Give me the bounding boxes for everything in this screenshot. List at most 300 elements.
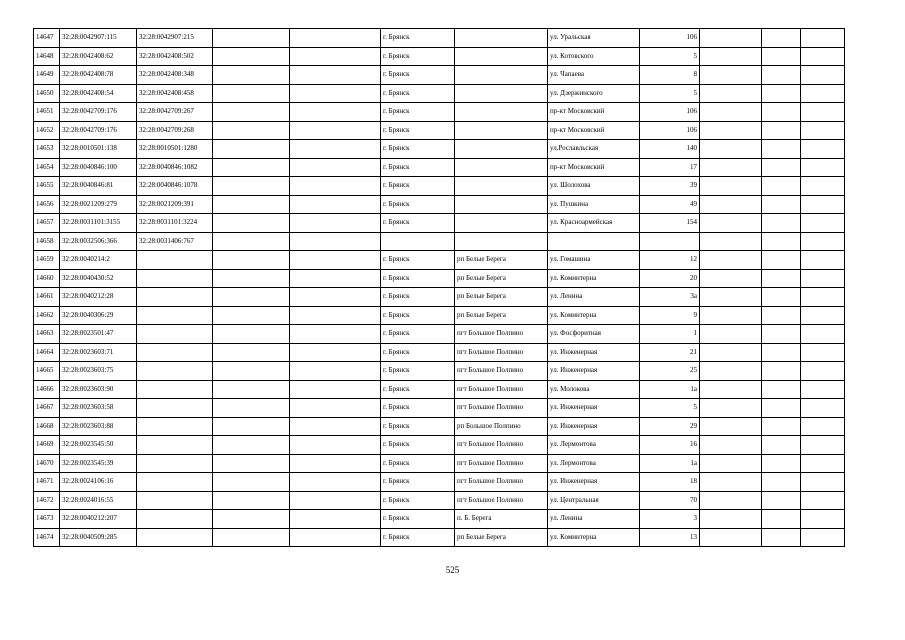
settlement-cell: рп Большое Полпино <box>455 417 548 436</box>
empty-cell <box>213 251 290 270</box>
empty-cell <box>290 454 381 473</box>
house-number: 3а <box>640 288 700 307</box>
empty-cell <box>801 140 845 159</box>
empty-cell <box>801 84 845 103</box>
empty-cell <box>290 473 381 492</box>
settlement-cell: рп Белые Берега <box>455 269 548 288</box>
empty-cell <box>700 436 762 455</box>
cadastral-number-2 <box>137 491 213 510</box>
empty-cell <box>762 195 801 214</box>
empty-cell <box>700 417 762 436</box>
cadastral-number-2: 32:28:0042907:215 <box>137 29 213 48</box>
empty-cell <box>801 269 845 288</box>
house-number: 13 <box>640 528 700 547</box>
empty-cell <box>700 232 762 251</box>
cadastral-number: 32:28:0023603:58 <box>60 399 137 418</box>
cadastral-number-2 <box>137 399 213 418</box>
empty-cell <box>213 491 290 510</box>
table-row <box>34 473 845 492</box>
register-table <box>33 28 845 547</box>
cadastral-number-2: 32:28:0042709:268 <box>137 121 213 140</box>
empty-cell <box>213 362 290 381</box>
row-id: 14663 <box>34 325 60 344</box>
city-cell: г. Брянск <box>381 343 455 362</box>
empty-cell <box>762 66 801 85</box>
empty-cell <box>700 454 762 473</box>
house-number: 29 <box>640 417 700 436</box>
street-cell: ул. Центральная <box>548 491 640 510</box>
cadastral-number: 32:28:0042408:78 <box>60 66 137 85</box>
city-cell: г. Брянск <box>381 195 455 214</box>
empty-cell <box>762 288 801 307</box>
house-number: 70 <box>640 491 700 510</box>
settlement-cell <box>455 158 548 177</box>
cadastral-number: 32:28:0042709:176 <box>60 103 137 122</box>
house-number: 106 <box>640 29 700 48</box>
empty-cell <box>213 473 290 492</box>
empty-cell <box>700 103 762 122</box>
cadastral-number-2: 32:28:0042709:267 <box>137 103 213 122</box>
empty-cell <box>762 214 801 233</box>
table-row <box>34 343 845 362</box>
empty-cell <box>290 399 381 418</box>
table-row <box>34 325 845 344</box>
table-row <box>34 29 845 48</box>
empty-cell <box>213 195 290 214</box>
empty-cell <box>762 232 801 251</box>
row-id: 14661 <box>34 288 60 307</box>
empty-cell <box>801 528 845 547</box>
cadastral-number: 32:28:0040846:81 <box>60 177 137 196</box>
empty-cell <box>700 325 762 344</box>
street-cell: ул. Коминтерна <box>548 306 640 325</box>
table-row <box>34 436 845 455</box>
row-id: 14658 <box>34 232 60 251</box>
table-row <box>34 177 845 196</box>
row-id: 14651 <box>34 103 60 122</box>
empty-cell <box>213 325 290 344</box>
row-id: 14647 <box>34 29 60 48</box>
table-row <box>34 66 845 85</box>
empty-cell <box>213 306 290 325</box>
table-row <box>34 380 845 399</box>
empty-cell <box>290 417 381 436</box>
street-cell: пр-кт Московский <box>548 121 640 140</box>
house-number: 25 <box>640 362 700 381</box>
empty-cell <box>700 214 762 233</box>
house-number: 1 <box>640 325 700 344</box>
empty-cell <box>700 491 762 510</box>
house-number: 18 <box>640 473 700 492</box>
empty-cell <box>762 380 801 399</box>
city-cell: г. Брянск <box>381 306 455 325</box>
empty-cell <box>290 436 381 455</box>
cadastral-number-2 <box>137 325 213 344</box>
settlement-cell: пгт Большое Полпино <box>455 399 548 418</box>
city-cell: г. Брянск <box>381 436 455 455</box>
city-cell: г. Брянск <box>381 417 455 436</box>
city-cell: г. Брянск <box>381 214 455 233</box>
table-row <box>34 47 845 66</box>
empty-cell <box>762 269 801 288</box>
empty-cell <box>290 103 381 122</box>
cadastral-number: 32:28:0042408:54 <box>60 84 137 103</box>
empty-cell <box>290 251 381 270</box>
settlement-cell: пгт Большое Полпино <box>455 473 548 492</box>
city-cell: г. Брянск <box>381 121 455 140</box>
settlement-cell <box>455 195 548 214</box>
settlement-cell <box>455 66 548 85</box>
empty-cell <box>762 103 801 122</box>
settlement-cell: рп Белые Берега <box>455 528 548 547</box>
street-cell: ул. Красноармейская <box>548 214 640 233</box>
cadastral-number-2: 32:28:0021209:391 <box>137 195 213 214</box>
street-cell: ул. Шолохова <box>548 177 640 196</box>
house-number: 1а <box>640 380 700 399</box>
house-number: 21 <box>640 343 700 362</box>
street-cell <box>548 232 640 251</box>
empty-cell <box>700 140 762 159</box>
empty-cell <box>290 177 381 196</box>
table-row <box>34 84 845 103</box>
cadastral-number-2: 32:28:0010501:1280 <box>137 140 213 159</box>
cadastral-number: 32:28:0023603:88 <box>60 417 137 436</box>
city-cell: г. Брянск <box>381 251 455 270</box>
empty-cell <box>213 417 290 436</box>
row-id: 14648 <box>34 47 60 66</box>
house-number: 39 <box>640 177 700 196</box>
cadastral-number: 32:28:0024106:16 <box>60 473 137 492</box>
empty-cell <box>290 269 381 288</box>
empty-cell <box>762 399 801 418</box>
cadastral-number-2 <box>137 306 213 325</box>
row-id: 14668 <box>34 417 60 436</box>
empty-cell <box>213 454 290 473</box>
cadastral-number: 32:28:0040212:28 <box>60 288 137 307</box>
empty-cell <box>801 362 845 381</box>
cadastral-number-2: 32:28:0042408:348 <box>137 66 213 85</box>
cadastral-number-2 <box>137 380 213 399</box>
city-cell: г. Брянск <box>381 528 455 547</box>
cadastral-number: 32:28:0040306:29 <box>60 306 137 325</box>
empty-cell <box>801 232 845 251</box>
row-id: 14652 <box>34 121 60 140</box>
row-id: 14654 <box>34 158 60 177</box>
row-id: 14659 <box>34 251 60 270</box>
empty-cell <box>801 380 845 399</box>
city-cell: г. Брянск <box>381 362 455 381</box>
empty-cell <box>801 491 845 510</box>
cadastral-number-2: 32:28:0031406:767 <box>137 232 213 251</box>
empty-cell <box>801 510 845 529</box>
settlement-cell: пгт Большое Полпино <box>455 343 548 362</box>
empty-cell <box>213 103 290 122</box>
settlement-cell: пгт Большое Полпино <box>455 436 548 455</box>
house-number: 106 <box>640 103 700 122</box>
house-number: 9 <box>640 306 700 325</box>
empty-cell <box>700 121 762 140</box>
cadastral-number: 32:28:0023603:71 <box>60 343 137 362</box>
table-row <box>34 306 845 325</box>
row-id: 14649 <box>34 66 60 85</box>
city-cell: г. Брянск <box>381 454 455 473</box>
cadastral-number-2 <box>137 288 213 307</box>
house-number: 3 <box>640 510 700 529</box>
empty-cell <box>762 306 801 325</box>
empty-cell <box>801 158 845 177</box>
street-cell: ул. Инженерная <box>548 473 640 492</box>
empty-cell <box>700 399 762 418</box>
row-id: 14667 <box>34 399 60 418</box>
empty-cell <box>290 362 381 381</box>
cadastral-number-2 <box>137 510 213 529</box>
table-row <box>34 195 845 214</box>
empty-cell <box>762 140 801 159</box>
table-row <box>34 510 845 529</box>
table-row <box>34 269 845 288</box>
empty-cell <box>801 66 845 85</box>
empty-cell <box>213 66 290 85</box>
table-row <box>34 362 845 381</box>
empty-cell <box>290 325 381 344</box>
empty-cell <box>290 214 381 233</box>
row-id: 14653 <box>34 140 60 159</box>
empty-cell <box>801 121 845 140</box>
cadastral-number: 32:28:0042907:115 <box>60 29 137 48</box>
row-id: 14674 <box>34 528 60 547</box>
cadastral-number-2 <box>137 528 213 547</box>
empty-cell <box>213 47 290 66</box>
cadastral-number: 32:28:0040846:100 <box>60 158 137 177</box>
cadastral-number: 32:28:0040212:207 <box>60 510 137 529</box>
empty-cell <box>700 177 762 196</box>
street-cell: ул.Рославльская <box>548 140 640 159</box>
empty-cell <box>762 84 801 103</box>
table-row <box>34 528 845 547</box>
street-cell: ул. Инженерная <box>548 362 640 381</box>
empty-cell <box>213 29 290 48</box>
empty-cell <box>700 47 762 66</box>
empty-cell <box>290 528 381 547</box>
cadastral-number-2 <box>137 251 213 270</box>
city-cell <box>381 232 455 251</box>
cadastral-number-2: 32:28:0031101:3224 <box>137 214 213 233</box>
cadastral-number-2: 32:28:0042408:458 <box>137 84 213 103</box>
city-cell: г. Брянск <box>381 103 455 122</box>
settlement-cell <box>455 232 548 251</box>
city-cell: г. Брянск <box>381 158 455 177</box>
street-cell: ул. Инженерная <box>548 399 640 418</box>
cadastral-number-2 <box>137 343 213 362</box>
cadastral-number: 32:28:0024016:55 <box>60 491 137 510</box>
row-id: 14662 <box>34 306 60 325</box>
house-number: 5 <box>640 399 700 418</box>
cadastral-number: 32:28:0032506:366 <box>60 232 137 251</box>
empty-cell <box>801 177 845 196</box>
street-cell: ул. Лермонтова <box>548 436 640 455</box>
settlement-cell <box>455 103 548 122</box>
empty-cell <box>762 47 801 66</box>
cadastral-number: 32:28:0023603:75 <box>60 362 137 381</box>
cadastral-number: 32:28:0040214:2 <box>60 251 137 270</box>
table-row <box>34 103 845 122</box>
cadastral-number-2 <box>137 362 213 381</box>
empty-cell <box>801 29 845 48</box>
empty-cell <box>801 454 845 473</box>
empty-cell <box>700 288 762 307</box>
empty-cell <box>213 232 290 251</box>
row-id: 14657 <box>34 214 60 233</box>
cadastral-number: 32:28:0021209:279 <box>60 195 137 214</box>
city-cell: г. Брянск <box>381 491 455 510</box>
cadastral-number: 32:28:0042709:176 <box>60 121 137 140</box>
empty-cell <box>290 84 381 103</box>
empty-cell <box>700 66 762 85</box>
table-row <box>34 121 845 140</box>
empty-cell <box>213 177 290 196</box>
empty-cell <box>700 510 762 529</box>
cadastral-number: 32:28:0023545:50 <box>60 436 137 455</box>
empty-cell <box>290 380 381 399</box>
row-id: 14671 <box>34 473 60 492</box>
empty-cell <box>213 269 290 288</box>
empty-cell <box>700 528 762 547</box>
empty-cell <box>213 380 290 399</box>
cadastral-number-2 <box>137 473 213 492</box>
cadastral-number: 32:28:0040509:285 <box>60 528 137 547</box>
row-id: 14655 <box>34 177 60 196</box>
empty-cell <box>213 158 290 177</box>
street-cell: ул. Фосфоритная <box>548 325 640 344</box>
empty-cell <box>700 343 762 362</box>
settlement-cell: пгт Большое Полпино <box>455 380 548 399</box>
empty-cell <box>290 158 381 177</box>
empty-cell <box>213 343 290 362</box>
empty-cell <box>290 288 381 307</box>
house-number: 49 <box>640 195 700 214</box>
city-cell: г. Брянск <box>381 399 455 418</box>
empty-cell <box>213 121 290 140</box>
street-cell: пр-кт Московский <box>548 103 640 122</box>
empty-cell <box>290 343 381 362</box>
city-cell: г. Брянск <box>381 288 455 307</box>
street-cell: ул. Котовского <box>548 47 640 66</box>
city-cell: г. Брянск <box>381 84 455 103</box>
house-number: 5 <box>640 84 700 103</box>
empty-cell <box>700 306 762 325</box>
empty-cell <box>762 528 801 547</box>
house-number: 17 <box>640 158 700 177</box>
street-cell: ул. Дзержинского <box>548 84 640 103</box>
empty-cell <box>762 325 801 344</box>
row-id: 14664 <box>34 343 60 362</box>
empty-cell <box>213 510 290 529</box>
settlement-cell: пгт Большое Полпино <box>455 362 548 381</box>
table-row <box>34 399 845 418</box>
settlement-cell: пгт Большое Полпино <box>455 325 548 344</box>
empty-cell <box>290 140 381 159</box>
cadastral-number-2 <box>137 454 213 473</box>
empty-cell <box>762 417 801 436</box>
street-cell: ул. Лермонтова <box>548 454 640 473</box>
empty-cell <box>213 528 290 547</box>
row-id: 14669 <box>34 436 60 455</box>
city-cell: г. Брянск <box>381 325 455 344</box>
settlement-cell <box>455 29 548 48</box>
empty-cell <box>762 362 801 381</box>
empty-cell <box>290 47 381 66</box>
empty-cell <box>762 158 801 177</box>
empty-cell <box>801 417 845 436</box>
house-number: 20 <box>640 269 700 288</box>
settlement-cell <box>455 214 548 233</box>
city-cell: г. Брянск <box>381 29 455 48</box>
table-row <box>34 251 845 270</box>
empty-cell <box>290 121 381 140</box>
cadastral-number: 32:28:0010501:138 <box>60 140 137 159</box>
empty-cell <box>762 491 801 510</box>
empty-cell <box>762 510 801 529</box>
street-cell: ул. Чапаева <box>548 66 640 85</box>
street-cell: ул. Инженерная <box>548 343 640 362</box>
empty-cell <box>213 288 290 307</box>
table-row <box>34 454 845 473</box>
empty-cell <box>290 232 381 251</box>
settlement-cell: п. Б. Берега <box>455 510 548 529</box>
house-number: 154 <box>640 214 700 233</box>
city-cell: г. Брянск <box>381 269 455 288</box>
empty-cell <box>762 436 801 455</box>
house-number: 16 <box>640 436 700 455</box>
empty-cell <box>213 140 290 159</box>
house-number: 106 <box>640 121 700 140</box>
settlement-cell: пгт Большое Полпино <box>455 491 548 510</box>
empty-cell <box>801 473 845 492</box>
settlement-cell <box>455 47 548 66</box>
street-cell: ул. Коминтерна <box>548 269 640 288</box>
empty-cell <box>700 29 762 48</box>
street-cell: ул. Коминтерна <box>548 528 640 547</box>
settlement-cell: пгт Большое Полпино <box>455 454 548 473</box>
street-cell: ул. Уральская <box>548 29 640 48</box>
cadastral-number: 32:28:0040430:52 <box>60 269 137 288</box>
empty-cell <box>762 29 801 48</box>
house-number: 1а <box>640 454 700 473</box>
page-number: 525 <box>445 565 460 575</box>
empty-cell <box>700 473 762 492</box>
empty-cell <box>290 66 381 85</box>
empty-cell <box>762 177 801 196</box>
empty-cell <box>801 288 845 307</box>
city-cell: г. Брянск <box>381 177 455 196</box>
table-row <box>34 288 845 307</box>
empty-cell <box>801 399 845 418</box>
empty-cell <box>700 195 762 214</box>
city-cell: г. Брянск <box>381 473 455 492</box>
empty-cell <box>700 158 762 177</box>
house-number: 12 <box>640 251 700 270</box>
settlement-cell <box>455 121 548 140</box>
empty-cell <box>801 214 845 233</box>
cadastral-number-2 <box>137 417 213 436</box>
street-cell: ул. Инженерная <box>548 417 640 436</box>
empty-cell <box>801 343 845 362</box>
empty-cell <box>213 214 290 233</box>
row-id: 14673 <box>34 510 60 529</box>
empty-cell <box>290 306 381 325</box>
cadastral-number: 32:28:0042408:62 <box>60 47 137 66</box>
row-id: 14660 <box>34 269 60 288</box>
